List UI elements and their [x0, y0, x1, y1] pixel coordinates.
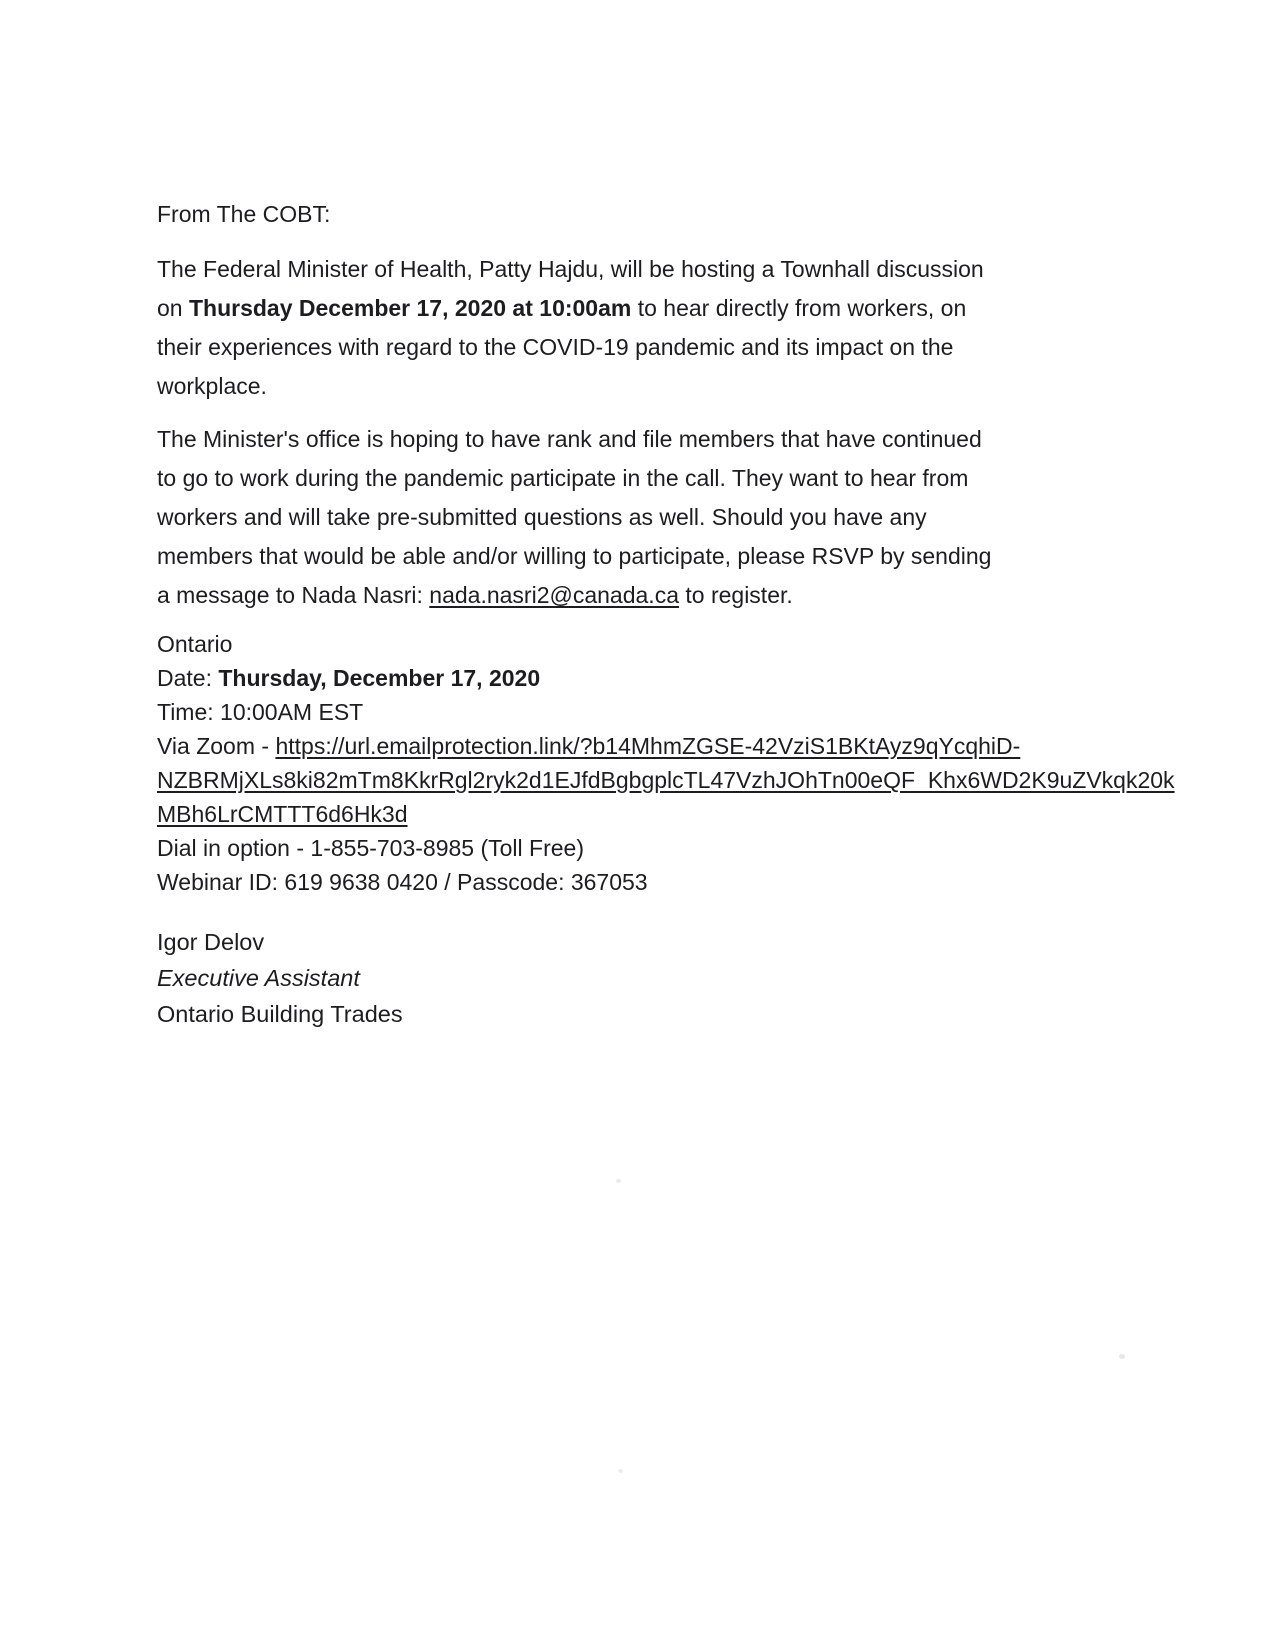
details-line — [157, 797, 1167, 831]
text-run: workplace. — [157, 373, 267, 399]
details-line — [157, 831, 1167, 865]
signature-line — [157, 996, 1167, 1032]
scan-artifact — [1119, 1354, 1125, 1359]
request-line — [157, 537, 1167, 576]
request-line — [157, 576, 1167, 615]
zoom-link-line2[interactable]: NZBRMjXLs8ki82mTm8KkrRgl2ryk2d1EJfdBgbgplcTL47VzhJOhTn00eQF_Khx6WD2K9uZVkqk20k — [157, 767, 1175, 793]
salutation-line — [157, 195, 1167, 234]
text-run: Date: — [157, 665, 219, 691]
text-run: their experiences with regard to the COVID-19 pandemic and its impact on the — [157, 334, 954, 360]
text-run: The Federal Minister of Health, Patty Hajdu, will be hosting a Townhall discussion — [157, 256, 984, 282]
text-run: Igor Delov — [157, 929, 265, 955]
details-line — [157, 661, 1167, 695]
details-line — [157, 865, 1167, 899]
details-line — [157, 627, 1167, 661]
text-run: Thursday, December 17, 2020 — [218, 665, 541, 691]
text-run: to hear directly from workers, on — [631, 295, 967, 321]
intro-line — [157, 367, 1167, 406]
text-run: a message to Nada Nasri: — [157, 582, 430, 608]
text-run: Via Zoom - — [157, 733, 276, 759]
intro-block — [157, 250, 1167, 406]
text-run: to register. — [678, 582, 793, 608]
zoom-link-line3[interactable]: MBh6LrCMTTT6d6Hk3d — [157, 801, 408, 827]
text-run: The Minister's office is hoping to have rank and file members that have continued — [157, 426, 982, 452]
text-run: workers and will take pre-submitted questions as well. Should you have any — [157, 504, 927, 530]
intro-line — [157, 328, 1167, 367]
signature-line — [157, 960, 1167, 996]
text-run: Executive Assistant — [157, 965, 360, 991]
details-line — [157, 763, 1175, 797]
request-line — [157, 459, 1167, 498]
letter-body — [157, 195, 1175, 1032]
text-run: From The COBT: — [157, 201, 331, 227]
details-line — [157, 729, 1167, 763]
zoom-link-line1[interactable]: https://url.emailprotection.link/?b14MhmZGSE-42VziS1BKtAyz9qYcqhiD- — [275, 733, 1021, 759]
text-run: Webinar ID: 619 9638 0420 / Passcode: 367053 — [157, 869, 648, 895]
intro-line — [157, 250, 1167, 289]
text-run: members that would be able and/or willing to participate, please RSVP by sending — [157, 543, 992, 569]
text-run: to go to work during the pandemic participate in the call. They want to hear from — [157, 465, 969, 491]
scan-artifact — [616, 1179, 621, 1183]
text-run: Time: 10:00AM EST — [157, 699, 364, 725]
email-link[interactable]: nada.nasri2@canada.ca — [429, 582, 679, 608]
details-block — [157, 627, 1175, 899]
text-run: Dial in option - 1-855-703-8985 (Toll Free) — [157, 835, 584, 861]
signature-block — [157, 924, 1167, 1032]
request-line — [157, 420, 1167, 459]
text-run: Ontario Building Trades — [157, 1001, 403, 1027]
intro-line — [157, 289, 1167, 328]
request-block — [157, 420, 1167, 615]
salutation-block — [157, 195, 1167, 234]
scan-artifact — [618, 1469, 623, 1473]
request-line — [157, 498, 1167, 537]
text-run: Ontario — [157, 631, 233, 657]
signature-line — [157, 924, 1167, 960]
text-run: Thursday December 17, 2020 at 10:00am — [188, 295, 632, 321]
details-line — [157, 695, 1167, 729]
text-run: on — [157, 295, 189, 321]
